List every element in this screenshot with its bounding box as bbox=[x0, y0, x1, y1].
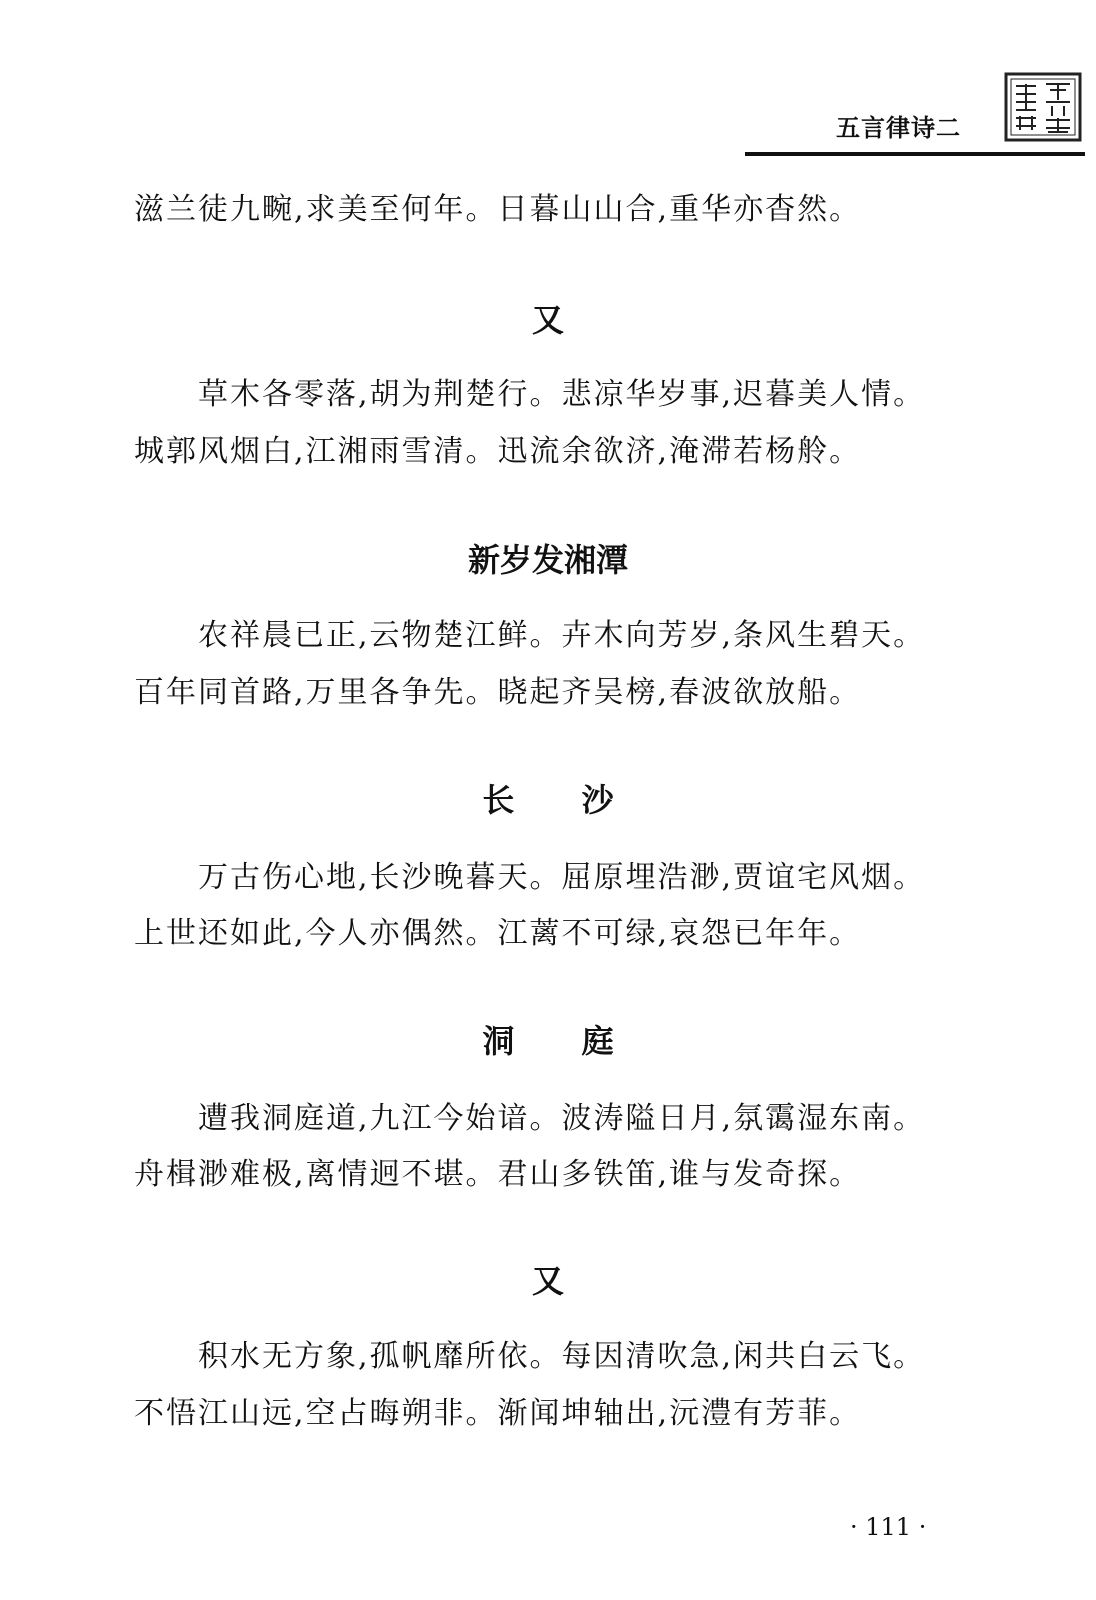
poem-line: 舟楫渺难极,离情迥不堪。君山多铁笛,谁与发奇探。 bbox=[134, 1157, 862, 1192]
section-title: 五言律诗二 bbox=[836, 114, 961, 142]
poem-title: 洞 庭 bbox=[482, 1022, 642, 1060]
poem-line: 百年同首路,万里各争先。晓起齐吴榜,春波欲放船。 bbox=[134, 675, 862, 710]
poem-line: 遭我洞庭道,九江今始谙。波涛隘日月,氛霭湿东南。 bbox=[198, 1101, 926, 1136]
poem-line: 滋兰徒九畹,求美至何年。日暮山山合,重华亦杳然。 bbox=[134, 192, 862, 227]
poem-line: 积水无方象,孤帆靡所依。每因清吹急,闲共白云飞。 bbox=[198, 1339, 926, 1374]
poem-line: 草木各零落,胡为荆楚行。悲凉华岁事,迟暮美人情。 bbox=[198, 377, 926, 412]
poem-title: 长 沙 bbox=[482, 781, 642, 819]
poem-title: 又 bbox=[531, 1262, 564, 1300]
poem-line: 城郭风烟白,江湘雨雪清。迅流余欲济,淹滞若杨舲。 bbox=[134, 434, 862, 469]
page-number: · 111 · bbox=[850, 1513, 927, 1541]
poem-title: 又 bbox=[531, 301, 564, 339]
poem-line: 不悟江山远,空占晦朔非。渐闻坤轴出,沅澧有芳菲。 bbox=[134, 1396, 862, 1431]
header-rule bbox=[745, 152, 1085, 156]
poem-line: 上世还如此,今人亦偶然。江蓠不可绿,哀怨已年年。 bbox=[134, 916, 862, 951]
poem-line: 农祥晨已正,云物楚江鲜。卉木向芳岁,条风生碧天。 bbox=[198, 618, 926, 653]
seal-icon bbox=[1004, 72, 1082, 142]
poem-title: 新岁发湘潭 bbox=[467, 541, 628, 579]
poem-line: 万古伤心地,长沙晚暮天。屈原埋浩渺,贾谊宅风烟。 bbox=[198, 860, 926, 895]
